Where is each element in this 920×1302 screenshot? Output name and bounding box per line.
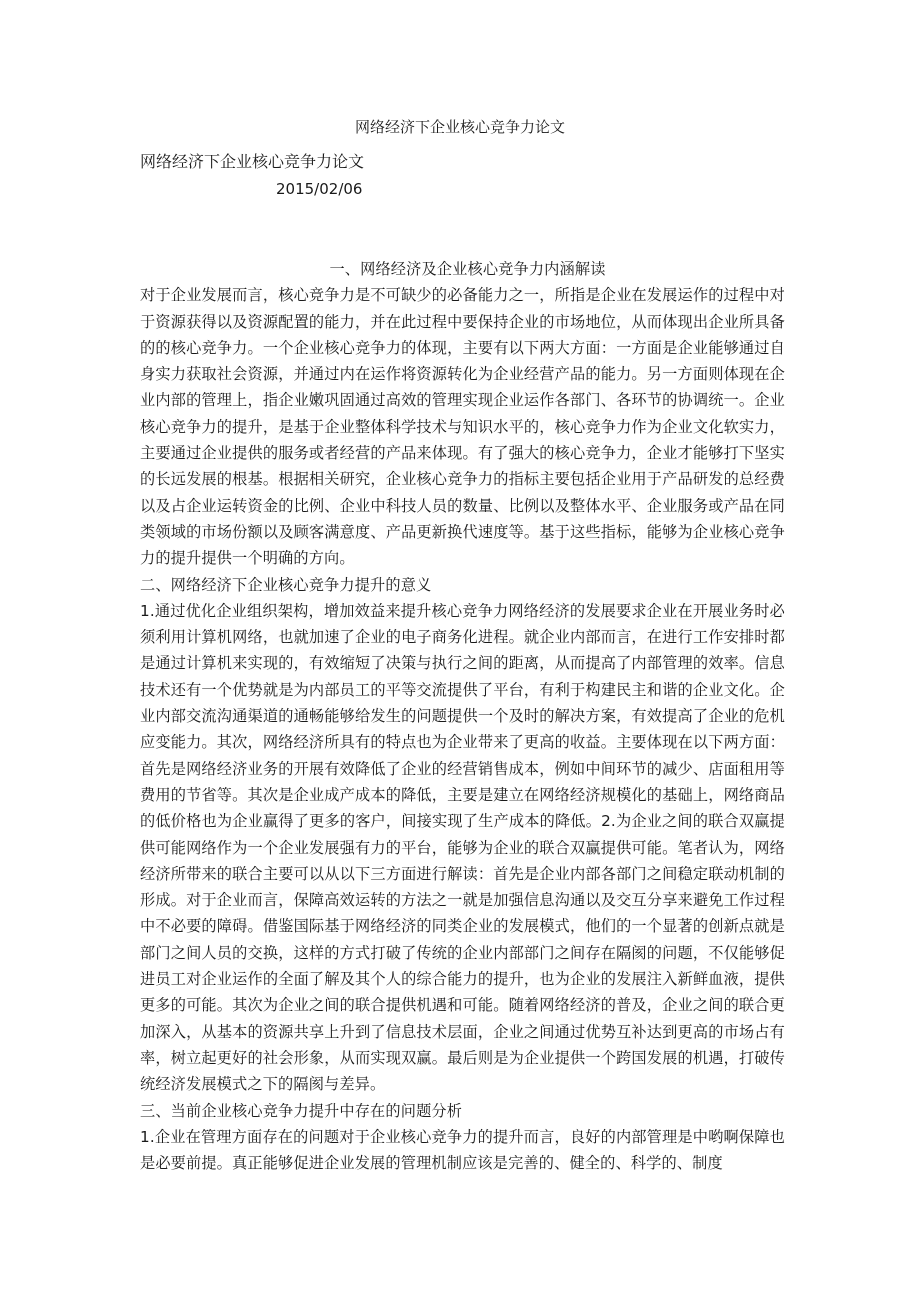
section-heading: 二、网络经济下企业核心竞争力提升的意义 — [140, 575, 432, 594]
document-subtitle: 网络经济下企业核心竞争力论文 — [140, 152, 365, 171]
section-paragraph: 对于企业发展而言，核心竞争力是不可缺少的必备能力之一，所指是企业在发展运作的过程中对于资源获得以及资源配置的能力，并在此过程中要保持企业的市场地位，从而体现出企业所具备的的核心竞争力。一个企业核心竞争力的体现，主要有以下两大方面：一方面是企业能够通过自身实力获取社会资源，并通过内在运作将资源转化为企业经营产品的能力。另一方面则体现在企业内部的管理上，指企业嫩巩固通过高效的管理实现企业运作各部门、各环节的协调统一。企业核心竞争力的提升，是基于企业整体科学技术与知识水平的，核心竞争力作为企业文化软实力，主要通过企业提供的服务或者经营的产品来体现。有了强大的核心竞争力，企业才能够打下坚实的长远发展的根基。根据相关研究，企业核心竞争力的指标主要包括企业用于产品研发的总经费以及占企业运转资金的比例、企业中科技人员的数量、比例以及整体水平、企业服务或产品在同类领域的市场份额以及顾客满意度、产品更新换代速度等。基于这些指标，能够为企业核心竞争力的提升提供一个明确的方向。 — [140, 286, 785, 568]
section-heading: 三、当前企业核心竞争力提升中存在的问题分析 — [140, 1101, 463, 1120]
section-paragraph: 1.企业在管理方面存在的问题对于企业核心竞争力的提升而言，良好的内部管理是中哟啊保障也是必要前提。真正能够促进企业发展的管理机制应该是完善的、健全的、科学的、制度 — [140, 1127, 785, 1173]
section-heading: 一、网络经济及企业核心竞争力内涵解读 — [329, 260, 606, 278]
document-date: 2015/02/06 — [276, 180, 363, 198]
section-paragraph: 1.通过优化企业组织架构，增加效益来提升核心竞争力网络经济的发展要求企业在开展业务时必须利用计算机网络，也就加速了企业的电子商务化进程。就企业内部而言，在进行工作安排时都是通过计算机来实现的，有效缩短了决策与执行之间的距离，从而提高了内部管理的效率。信息技术还有一个优势就是为内部员工的平等交流提供了平台，有利于构建民主和谐的企业文化。企业内部交流沟通渠道的通畅能够给发生的问题提供一个及时的解决方案，有效提高了企业的危机应变能力。其次，网络经济所具有的特点也为企业带来了更高的收益。主要体现在以下两方面：首先是网络经济业务的开展有效降低了企业的经营销售成本，例如中间环节的减少、店面租用等费用的节省等。其次是企业成产成本的降低，主要是建立在网络经济规模化的基础上，网络商品的低价格也为企业赢得了更多的客户，间接实现了生产成本的降低。2.为企业之间的联合双赢提供可能网络作为一个企业发展强有力的平台，能够为企业的联合双赢提供可能。笔者认为，网络经济所带来的联合主要可以从以下三方面进行解读：首先是企业内部各部门之间稳定联动机制的形成。对于企业而言，保障高效运转的方法之一就是加强信息沟通以及交互分享来避免工作过程中不必要的障碍。借鉴国际基于网络经济的同类企业的发展模式，他们的一个显著的创新点就是部门之间人员的交换，这样的方式打破了传统的企业内部部门之间存在隔阂的问题，不仅能够促进员工对企业运作的全面了解及其个人的综合能力的提升，也为企业的发展注入新鲜血液，提供更多的可能。其次为企业之间的联合提供机遇和可能。随着网络经济的普及，企业之间的联合更加深入，从基本的资源共享上升到了信息技术层面，企业之间通过优势互补达到更高的市场占有率，树立起更好的社会形象，从而实现双赢。最后则是为企业提供一个跨国发展的机遇，打破传统经济发展模式之下的隔阂与差异。 — [140, 601, 785, 1094]
document-body — [140, 256, 785, 1176]
document-title: 网络经济下企业核心竞争力论文 — [354, 118, 565, 136]
